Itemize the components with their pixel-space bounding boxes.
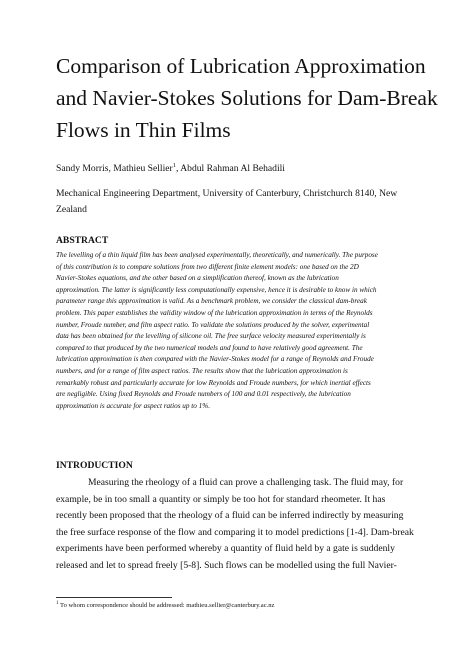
introduction-line: experiments have been performed whereby a quantity of fluid held by a gate is suddenly [56, 543, 395, 555]
introduction-line: example, be in too small a quantity or simply be too hot for standard rheometer. It has [56, 493, 386, 505]
title-line: Comparison of Lubrication Approximation [56, 54, 426, 78]
abstract-line: Navier-Stokes equations, and the other based on a simplification thereof, known as the lubrication [56, 274, 339, 283]
affiliation-line: Zealand [56, 204, 87, 215]
authors-text-after: , Abdul Rahman Al Behadili [175, 163, 285, 174]
abstract-line: are negligible. Using fixed Reynolds and Froude numbers of 100 and 0.01 respectively, the lubrication [56, 390, 351, 399]
footnote-mark: 1 [56, 600, 59, 606]
abstract-heading: ABSTRACT [56, 235, 109, 246]
author-footnote-mark: 1 [172, 161, 176, 169]
introduction-body [56, 475, 420, 575]
introduction-heading: INTRODUCTION [56, 460, 133, 471]
authors-text-before: Sandy Morris, Mathieu Sellier [56, 163, 173, 174]
introduction-line: Measuring the rheology of a fluid can prove a challenging task. The fluid may, for [88, 477, 404, 488]
abstract-line: numbers, and for a range of film aspect ratios. The results show that the lubrication approximation is [56, 366, 348, 375]
abstract-line: remarkably robust and particularly accurate for low Reynolds and Froude numbers, for which inertial effects [56, 378, 371, 387]
abstract-line: approximation is accurate for aspect ratios up to 1%. [56, 401, 211, 410]
abstract-line: of this contribution is to compare solutions from two different finite element models: one based on the 2D [56, 262, 359, 271]
footnote-text: To whom correspondence should be addressed: mathieu.sellier@canterbury.ac.nz [58, 602, 275, 609]
abstract-line: approximation. The latter is significantly less computationally expensive, hence it is desirable to know in which [56, 285, 377, 294]
abstract-line: The levelling of a thin liquid film has been analysed experimentally, theoretically, and numerically. The purpose [56, 251, 378, 259]
abstract-line: compared to that produced by the two numerical models and found to have relatively good agreement. The [56, 343, 363, 352]
abstract-body [56, 250, 420, 412]
affiliation-line: Mechanical Engineering Department, University of Canterbury, Christchurch 8140, New [56, 188, 398, 199]
abstract-line: data has been obtained for the levelling of silicone oil. The free surface velocity measured experimentally is [56, 332, 366, 341]
abstract-line: problem. This paper establishes the validity window of the lubrication approximation in terms of the Reynolds [56, 308, 373, 317]
abstract-line: number, Froude number, and film aspect ratio. To validate the solutions produced by the solver, experimental [56, 320, 370, 329]
title-line: Flows in Thin Films [56, 118, 231, 142]
introduction-line: the free surface response of the flow and comparing it to model predictions [1-4]. Dam-break [56, 526, 414, 538]
abstract-line: lubrication approximation is then compared with the Navier-Stokes model for a range of Reynolds and Froude [56, 355, 374, 364]
paper-title [56, 50, 436, 146]
title-line: and Navier-Stokes Solutions for Dam-Break [56, 86, 438, 110]
author-list [56, 162, 436, 176]
footnote [56, 601, 275, 610]
footnote-divider [56, 597, 172, 598]
introduction-line: released and let to spread freely [5-8]. Such flows can be modelled using the full Navier- [56, 559, 397, 571]
introduction-line: recently been proposed that the rheology of a fluid can be inferred indirectly by measuring [56, 510, 404, 522]
affiliation [56, 186, 418, 218]
abstract-line: parameter range this approximation is valid. As a benchmark problem, we consider the classical dam-break [56, 297, 367, 306]
